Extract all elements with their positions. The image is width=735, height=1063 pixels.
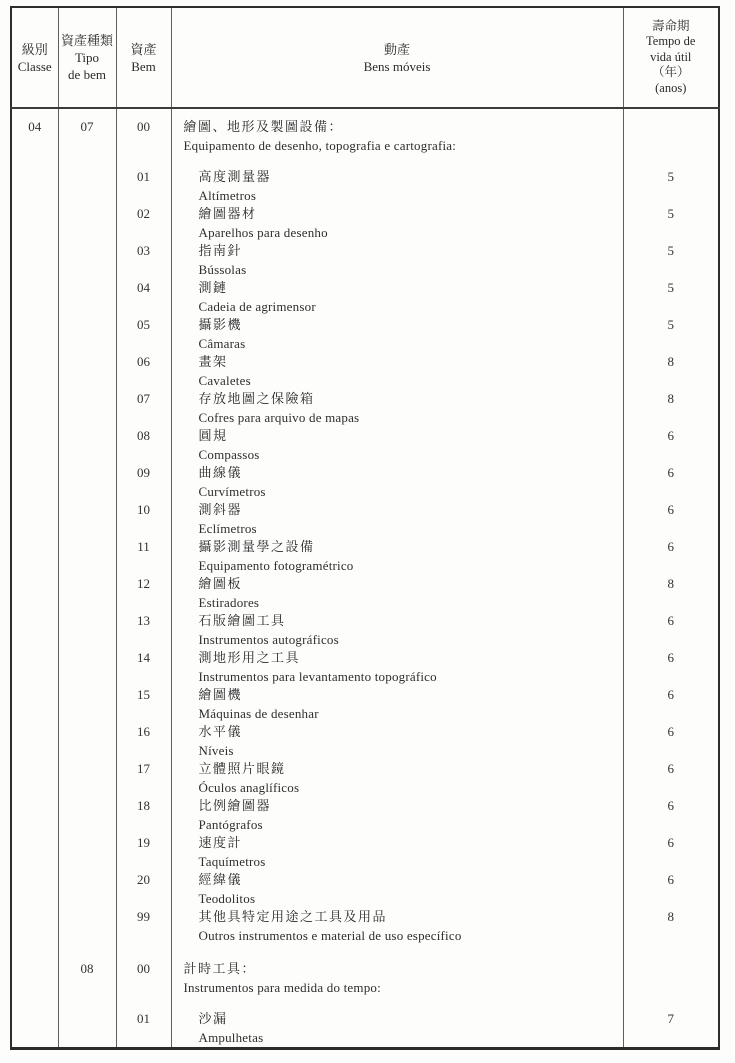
cell-tipo [58, 908, 116, 945]
cell-useful-life: 5 [623, 155, 719, 205]
cell-description [171, 871, 623, 908]
cell-tipo [58, 612, 116, 649]
description-pt: Outros instrumentos e material de uso específico [198, 927, 462, 943]
cell-description [171, 723, 623, 760]
cell-description [171, 353, 623, 390]
cell-bem: 00 [116, 945, 171, 997]
description-zh: 存放地圖之保險箱 [198, 391, 315, 406]
cell-bem: 00 [116, 108, 171, 155]
cell-useful-life [623, 108, 719, 155]
cell-bem: 01 [116, 155, 171, 205]
cell-bem: 11 [116, 538, 171, 575]
header-bem-zh: 資產 [130, 41, 157, 57]
cell-description [171, 242, 623, 279]
description-pt: Compassos [198, 446, 260, 462]
cell-useful-life: 6 [623, 649, 719, 686]
cell-bem: 09 [116, 464, 171, 501]
table-row [11, 760, 719, 797]
cell-bem: 12 [116, 575, 171, 612]
cell-tipo [58, 871, 116, 908]
asset-depreciation-table [10, 6, 720, 1050]
cell-useful-life: 6 [623, 797, 719, 834]
header-bem-pt: Bem [131, 58, 156, 74]
description-zh: 計時工具： [183, 961, 257, 976]
description-pt: Cadeia de agrimensor [198, 298, 316, 314]
description-pt: Instrumentos para medida do tempo: [183, 979, 381, 995]
description-pt: Cofres para arquivo de mapas [198, 409, 360, 425]
cell-classe: 04 [28, 119, 42, 134]
cell-description [171, 108, 623, 155]
description-pt: Equipamento de desenho, topografia e cartografia: [183, 137, 457, 153]
header-classe-pt: Classe [17, 58, 52, 74]
description-zh: 其他具特定用途之工具及用品 [198, 909, 388, 924]
cell-bem: 04 [116, 279, 171, 316]
table-row [11, 501, 719, 538]
table-row [11, 205, 719, 242]
description-pt: Bússolas [198, 261, 247, 277]
cell-tipo [58, 427, 116, 464]
table-row [11, 649, 719, 686]
description-zh: 畫架 [198, 354, 228, 369]
cell-description [171, 686, 623, 723]
table-row [11, 464, 719, 501]
table-row [11, 945, 719, 997]
cell-bem: 18 [116, 797, 171, 834]
cell-useful-life: 5 [623, 316, 719, 353]
cell-classe [11, 649, 58, 686]
cell-classe [11, 760, 58, 797]
cell-bem: 03 [116, 242, 171, 279]
cell-classe [11, 997, 58, 1049]
header-life-anos: (anos) [655, 80, 687, 95]
table-body [11, 108, 719, 1049]
table-row [11, 427, 719, 464]
description-pt: Teodolitos [198, 890, 256, 906]
cell-classe [11, 155, 58, 205]
cell-description [171, 316, 623, 353]
cell-classe [11, 723, 58, 760]
description-zh: 測斜器 [198, 502, 243, 517]
table-row [11, 155, 719, 205]
cell-classe [11, 575, 58, 612]
cell-tipo [58, 997, 116, 1049]
cell-useful-life: 6 [623, 834, 719, 871]
cell-bem: 17 [116, 760, 171, 797]
cell-useful-life: 6 [623, 464, 719, 501]
cell-classe [11, 353, 58, 390]
table-row [11, 279, 719, 316]
cell-useful-life: 6 [623, 871, 719, 908]
cell-description [171, 155, 623, 205]
cell-bem: 16 [116, 723, 171, 760]
description-zh: 繪圖板 [198, 576, 243, 591]
cell-useful-life: 8 [623, 908, 719, 945]
description-pt: Ampulhetas [198, 1029, 264, 1045]
description-zh: 沙漏 [198, 1011, 228, 1026]
cell-classe [11, 908, 58, 945]
cell-tipo [58, 353, 116, 390]
cell-tipo [58, 464, 116, 501]
table-row [11, 575, 719, 612]
cell-description [171, 464, 623, 501]
description-zh: 測地形用之工具 [198, 650, 301, 665]
description-pt: Estiradores [198, 594, 260, 610]
cell-tipo [58, 686, 116, 723]
cell-description [171, 427, 623, 464]
description-zh: 繪圖器材 [198, 206, 257, 221]
description-pt: Câmaras [198, 335, 246, 351]
table-row [11, 908, 719, 945]
table-row [11, 538, 719, 575]
description-zh: 立體照片眼鏡 [198, 761, 286, 776]
cell-bem: 20 [116, 871, 171, 908]
header-movables-zh: 動產 [383, 41, 410, 57]
description-zh: 速度計 [198, 835, 243, 850]
cell-bem: 07 [116, 390, 171, 427]
cell-classe [11, 945, 58, 997]
description-zh: 繪圖機 [198, 687, 243, 702]
description-zh: 高度測量器 [198, 169, 272, 184]
description-zh: 比例繪圖器 [198, 798, 272, 813]
cell-classe [11, 871, 58, 908]
header-life-pt1: Tempo de [646, 34, 696, 49]
cell-classe [11, 501, 58, 538]
table-row [11, 108, 719, 155]
cell-bem: 19 [116, 834, 171, 871]
description-zh: 水平儀 [198, 724, 243, 739]
cell-tipo [58, 575, 116, 612]
cell-useful-life: 5 [623, 205, 719, 242]
cell-tipo [58, 501, 116, 538]
description-pt: Instrumentos para levantamento topográfico [198, 668, 437, 684]
cell-tipo [58, 205, 116, 242]
table-row [11, 997, 719, 1049]
table-row [11, 316, 719, 353]
cell-bem: 15 [116, 686, 171, 723]
cell-description [171, 538, 623, 575]
header-life-year: （年） [651, 65, 690, 80]
header-tipo-zh: 資產種類 [60, 33, 113, 48]
cell-tipo [58, 279, 116, 316]
cell-useful-life: 6 [623, 612, 719, 649]
table-row [11, 834, 719, 871]
header-useful-life [623, 7, 719, 108]
cell-tipo [58, 723, 116, 760]
cell-classe [11, 242, 58, 279]
cell-classe [11, 464, 58, 501]
description-pt: Óculos anaglíficos [198, 779, 300, 795]
cell-tipo [58, 316, 116, 353]
cell-bem: 01 [116, 997, 171, 1049]
cell-useful-life: 6 [623, 501, 719, 538]
cell-classe [11, 279, 58, 316]
cell-description [171, 997, 623, 1049]
cell-tipo [58, 760, 116, 797]
cell-bem: 14 [116, 649, 171, 686]
cell-description [171, 575, 623, 612]
cell-tipo [58, 155, 116, 205]
cell-classe [11, 686, 58, 723]
header-life-pt2: vida útil [650, 49, 692, 64]
table-row [11, 390, 719, 427]
cell-description [171, 501, 623, 538]
cell-bem: 05 [116, 316, 171, 353]
cell-tipo [58, 242, 116, 279]
cell-classe [11, 205, 58, 242]
header-life-zh: 壽命期 [651, 18, 690, 33]
cell-classe [11, 316, 58, 353]
table-header [11, 7, 719, 108]
cell-tipo [58, 390, 116, 427]
cell-useful-life [623, 945, 719, 997]
cell-useful-life: 8 [623, 575, 719, 612]
cell-description [171, 390, 623, 427]
cell-useful-life: 8 [623, 353, 719, 390]
cell-useful-life: 5 [623, 242, 719, 279]
cell-bem: 13 [116, 612, 171, 649]
description-zh: 繪圖、地形及製圖設備： [183, 119, 344, 134]
cell-tipo [58, 649, 116, 686]
header-movables [171, 7, 623, 108]
cell-useful-life: 8 [623, 390, 719, 427]
table-row [11, 612, 719, 649]
cell-description [171, 205, 623, 242]
description-zh: 測鏈 [198, 280, 228, 295]
cell-tipo [58, 797, 116, 834]
cell-description [171, 908, 623, 945]
cell-bem: 08 [116, 427, 171, 464]
cell-useful-life: 6 [623, 427, 719, 464]
description-pt: Pantógrafos [198, 816, 263, 832]
header-bem [116, 7, 171, 108]
cell-description [171, 834, 623, 871]
cell-classe [11, 538, 58, 575]
cell-bem: 10 [116, 501, 171, 538]
description-pt: Instrumentos autográficos [198, 631, 339, 647]
description-pt: Equipamento fotogramétrico [198, 557, 354, 573]
cell-useful-life: 7 [623, 997, 719, 1049]
cell-useful-life: 6 [623, 538, 719, 575]
cell-description [171, 649, 623, 686]
cell-tipo: 08 [58, 945, 116, 997]
table-row [11, 242, 719, 279]
cell-classe [11, 797, 58, 834]
description-pt: Máquinas de desenhar [198, 705, 319, 721]
header-tipo [58, 7, 116, 108]
description-pt: Curvímetros [198, 483, 266, 499]
description-zh: 攝影測量學之設備 [198, 539, 315, 554]
cell-bem: 06 [116, 353, 171, 390]
description-pt: Taquímetros [198, 853, 266, 869]
description-pt: Aparelhos para desenho [198, 224, 328, 240]
header-classe [11, 7, 58, 108]
cell-classe [11, 834, 58, 871]
cell-useful-life: 6 [623, 723, 719, 760]
cell-useful-life: 5 [623, 279, 719, 316]
table-row [11, 871, 719, 908]
table-row [11, 686, 719, 723]
description-zh: 曲線儀 [198, 465, 243, 480]
description-zh: 圓規 [198, 428, 228, 443]
table-row [11, 723, 719, 760]
table-row [11, 797, 719, 834]
cell-description [171, 279, 623, 316]
cell-useful-life: 6 [623, 760, 719, 797]
cell-classe [11, 612, 58, 649]
header-movables-pt: Bens móveis [363, 58, 431, 74]
description-pt: Eclímetros [198, 520, 257, 536]
cell-tipo [58, 538, 116, 575]
header-classe-zh: 級別 [21, 41, 48, 57]
cell-description [171, 760, 623, 797]
description-zh: 石版繪圖工具 [198, 613, 286, 628]
cell-description [171, 797, 623, 834]
description-pt: Altímetros [198, 187, 257, 203]
description-pt: Níveis [198, 742, 234, 758]
cell-description [171, 612, 623, 649]
cell-tipo [58, 834, 116, 871]
description-pt: Cavaletes [198, 372, 251, 388]
description-zh: 指南針 [198, 243, 243, 258]
description-zh: 攝影機 [198, 317, 243, 332]
cell-bem: 99 [116, 908, 171, 945]
cell-tipo: 07 [58, 108, 116, 155]
description-zh: 經緯儀 [198, 872, 243, 887]
cell-classe [11, 427, 58, 464]
header-tipo-pt2: de bem [68, 67, 106, 82]
header-tipo-pt1: Tipo [74, 50, 100, 65]
table-row [11, 353, 719, 390]
cell-bem: 02 [116, 205, 171, 242]
cell-description [171, 945, 623, 997]
cell-useful-life: 6 [623, 686, 719, 723]
cell-classe [11, 390, 58, 427]
header-row [11, 7, 719, 108]
